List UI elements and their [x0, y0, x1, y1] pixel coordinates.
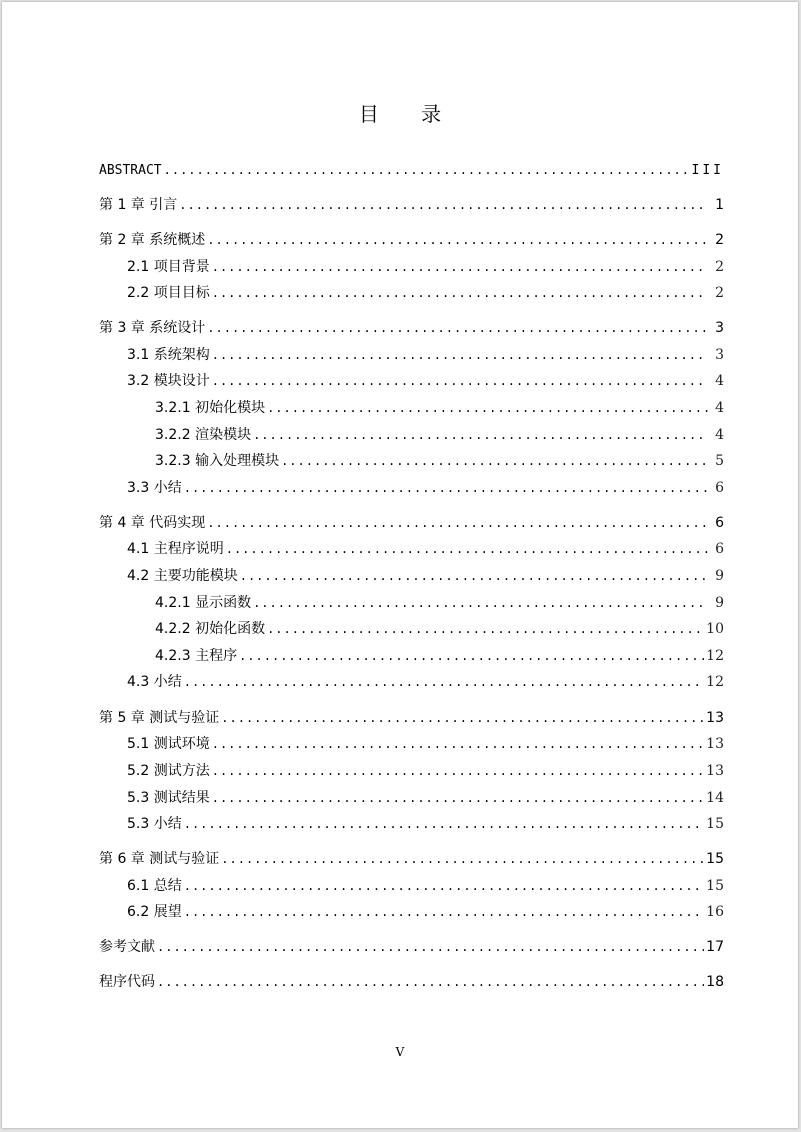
toc-entry-page: 13	[706, 763, 724, 779]
toc-entry-page: III	[691, 163, 724, 178]
toc-leader-dots	[184, 672, 704, 692]
toc-leader-dots	[221, 849, 704, 869]
toc-entry[interactable]	[127, 257, 724, 277]
toc-entry[interactable]	[155, 451, 724, 471]
toc-entry[interactable]	[127, 539, 724, 559]
toc-leader-dots	[207, 513, 708, 533]
document-page	[2, 2, 798, 1128]
toc-entry-label: 3.1 系统架构	[127, 347, 210, 363]
toc-entry-page: 9	[715, 568, 724, 584]
toc-entry-label: 3.2.1 初始化模块	[155, 400, 266, 416]
toc-entry[interactable]	[99, 972, 724, 992]
toc-leader-dots	[157, 937, 704, 957]
toc-entry-page: 14	[706, 790, 724, 806]
toc-entry-page: 15	[706, 878, 724, 894]
toc-leader-dots	[212, 345, 708, 365]
toc-entry-label: 4.1 主程序说明	[127, 541, 224, 557]
toc-entry-label: 4.2.1 显示函数	[155, 595, 252, 611]
toc-leader-dots	[267, 398, 708, 418]
toc-entry-label: 5.3 测试结果	[127, 790, 210, 806]
toc-entry-page: 3	[715, 347, 724, 363]
toc-leader-dots	[157, 972, 704, 992]
toc-leader-dots	[212, 734, 704, 754]
toc-entry[interactable]	[127, 672, 724, 692]
toc-entry-page: 10	[706, 621, 724, 637]
toc-entry-label: 3.3 小结	[127, 480, 182, 496]
toc-entry[interactable]	[127, 876, 724, 896]
toc-leader-dots	[212, 283, 708, 303]
toc-entry-label: ABSTRACT	[99, 163, 162, 178]
toc-entry-page: 12	[706, 648, 724, 664]
toc-entry-label: 3.2.3 输入处理模块	[155, 453, 280, 469]
toc-leader-dots	[212, 788, 704, 808]
toc-entry[interactable]	[155, 398, 724, 418]
toc-leader-dots	[253, 593, 708, 613]
toc-entry[interactable]	[127, 761, 724, 781]
toc-entry[interactable]	[99, 708, 724, 728]
toc-entry[interactable]	[155, 425, 724, 445]
toc-entry[interactable]	[127, 788, 724, 808]
toc-entry-page: 13	[706, 710, 724, 726]
toc-leader-dots	[212, 257, 708, 277]
toc-entry-page: 6	[715, 515, 724, 531]
toc-entry[interactable]	[127, 283, 724, 303]
toc-entry-label: 5.3 小结	[127, 816, 182, 832]
toc-entry-label: 3.2 模块设计	[127, 373, 210, 389]
toc-entry-label: 4.2.3 主程序	[155, 648, 238, 664]
toc-entry[interactable]	[99, 513, 724, 533]
toc-leader-dots	[281, 451, 708, 471]
toc-leader-dots	[221, 708, 704, 728]
toc-entry-label: 4.3 小结	[127, 674, 182, 690]
toc-entry-label: 3.2.2 渲染模块	[155, 427, 252, 443]
toc-entry-page: 13	[706, 736, 724, 752]
toc-leader-dots	[212, 761, 704, 781]
toc-entry-page: 17	[706, 939, 724, 955]
toc-entry-label: 第 1 章 引言	[99, 197, 178, 213]
toc-entry[interactable]	[155, 646, 724, 666]
toc-entry[interactable]	[127, 902, 724, 922]
toc-entry-label: 4.2 主要功能模块	[127, 568, 238, 584]
toc-entry-page: 6	[715, 480, 724, 496]
toc-leader-dots	[267, 619, 704, 639]
toc-entry-label: 6.1 总结	[127, 878, 182, 894]
toc-entry[interactable]	[127, 371, 724, 391]
toc-entry-label: 2.2 项目目标	[127, 285, 210, 301]
toc-entry-page: 6	[715, 541, 724, 557]
toc-entry-label: 5.2 测试方法	[127, 763, 210, 779]
toc-entry-page: 4	[715, 400, 724, 416]
toc-entry-label: 第 5 章 测试与验证	[99, 710, 220, 726]
toc-entry-page: 12	[706, 674, 724, 690]
toc-entry-page: 2	[715, 285, 724, 301]
toc-leader-dots	[207, 230, 708, 250]
toc-entry-page: 3	[715, 320, 724, 336]
toc-entry-page: 5	[715, 453, 724, 469]
toc-entry[interactable]	[99, 849, 724, 869]
toc-entry-page: 15	[706, 816, 724, 832]
toc-leader-dots	[184, 814, 704, 834]
toc-entry-page: 9	[715, 595, 724, 611]
toc-entry[interactable]	[99, 318, 724, 338]
toc-entry[interactable]	[127, 478, 724, 498]
toc-entry-page: 4	[715, 427, 724, 443]
toc-entry[interactable]	[155, 619, 724, 639]
toc-entry-page: 2	[715, 232, 724, 248]
toc-entry-page: 2	[715, 259, 724, 275]
toc-entry-page: 15	[706, 851, 724, 867]
toc-entry[interactable]	[127, 566, 724, 586]
toc-entry[interactable]	[99, 195, 724, 215]
toc-leader-dots	[184, 478, 708, 498]
toc-leader-dots	[184, 876, 704, 896]
toc-entry[interactable]	[155, 593, 724, 613]
toc-entry[interactable]	[99, 937, 724, 957]
toc-entry-label: 4.2.2 初始化函数	[155, 621, 266, 637]
toc-entry[interactable]	[127, 345, 724, 365]
page-number-footer: V	[395, 1045, 405, 1059]
toc-entry-page: 1	[715, 197, 724, 213]
toc-leader-dots	[239, 646, 704, 666]
toc-entry-label: 第 3 章 系统设计	[99, 320, 206, 336]
toc-entry-label: 第 2 章 系统概述	[99, 232, 206, 248]
toc-entry-label: 2.1 项目背景	[127, 259, 210, 275]
toc-leader-dots	[164, 160, 690, 180]
toc-leader-dots	[253, 425, 708, 445]
toc-entry-label: 参考文献	[99, 939, 155, 955]
toc-entry-page: 18	[706, 974, 724, 990]
toc-entry-label: 程序代码	[99, 974, 155, 990]
toc-entry[interactable]	[99, 230, 724, 250]
toc-entry-label: 第 6 章 测试与验证	[99, 851, 220, 867]
toc-entry[interactable]	[127, 734, 724, 754]
toc-leader-dots	[207, 318, 708, 338]
page-title: 目 录	[358, 102, 460, 126]
toc-entry[interactable]	[127, 814, 724, 834]
toc-leader-dots	[226, 539, 708, 559]
toc-leader-dots	[179, 195, 708, 215]
toc-entry-label: 第 4 章 代码实现	[99, 515, 206, 531]
toc-entry-label: 6.2 展望	[127, 904, 182, 920]
toc-entry-page: 4	[715, 373, 724, 389]
toc-leader-dots	[184, 902, 704, 922]
toc-entry-page: 16	[706, 904, 724, 920]
toc-leader-dots	[212, 371, 708, 391]
toc-entry[interactable]	[99, 160, 724, 180]
toc-entry-label: 5.1 测试环境	[127, 736, 210, 752]
toc-leader-dots	[240, 566, 708, 586]
